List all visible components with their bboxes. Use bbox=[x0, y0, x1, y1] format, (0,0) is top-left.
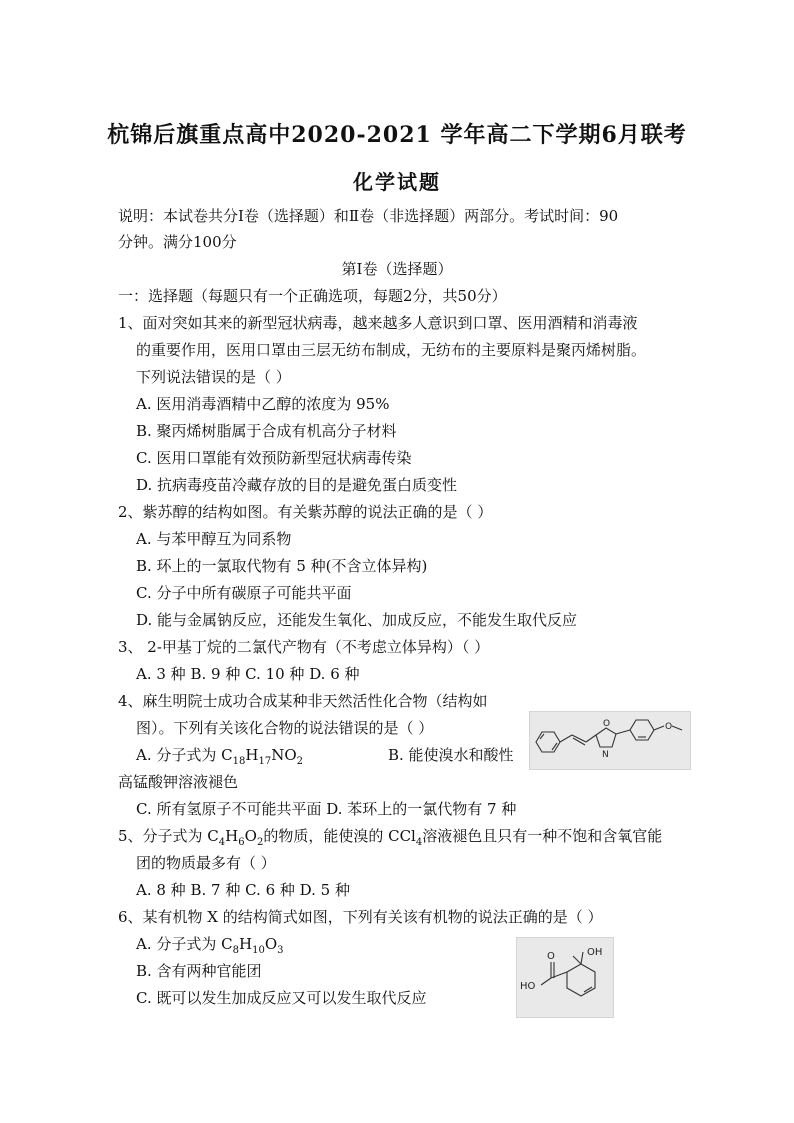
q4-option-b-line-1: B. 能使溴水和酸性 bbox=[388, 746, 514, 764]
left-benzene-ring bbox=[536, 732, 560, 752]
section-heading: 一：选择题（每题只有一个正确选项，每题2分，共50分） bbox=[118, 287, 507, 305]
q1-option-a: A. 医用消毒酒精中乙醇的浓度为 95% bbox=[136, 395, 390, 413]
acid-ho-label: HO bbox=[520, 981, 536, 992]
atom-o-ring-label: O bbox=[603, 719, 611, 729]
q2-option-d: D. 能与金属钠反应，还能发生氧化、加成反应，不能发生取代反应 bbox=[136, 611, 578, 629]
q6-stem: 6、某有机物 X 的结构简式如图，下列有关该有机物的说法正确的是（ ） bbox=[118, 908, 603, 926]
q2-stem: 2、紫苏醇的结构如图。有关紫苏醇的说法正确的是（ ） bbox=[118, 503, 493, 521]
q5-options: A. 8 种 B. 7 种 C. 6 种 D. 5 种 bbox=[136, 881, 350, 899]
q6-option-c: C. 既可以发生加成反应又可以发生取代反应 bbox=[136, 989, 427, 1007]
carbonyl-o-label: O bbox=[547, 951, 555, 962]
q6-option-b: B. 含有两种官能团 bbox=[136, 962, 262, 980]
atom-o-methoxy-label: O bbox=[665, 722, 673, 732]
q5-stem-line-2: 团的物质最多有（ ） bbox=[136, 854, 276, 872]
q4-stem-line-1: 4、麻生明院士成功合成某种非天然活性化合物（结构如 bbox=[118, 692, 488, 710]
q6-structure-figure bbox=[516, 937, 614, 1018]
q1-stem-line-2: 的重要作用，医用口罩由三层无纺布制成，无纺布的主要原料是聚丙烯树脂。 bbox=[136, 341, 647, 359]
oxazoline-ring bbox=[596, 728, 616, 747]
q4-structure-figure bbox=[529, 711, 691, 770]
q4-stem-line-2: 图）。下列有关该化合物的说法错误的是（ ） bbox=[136, 719, 434, 737]
q1-option-d: D. 抗病毒疫苗冷藏存放的目的是避免蛋白质变性 bbox=[136, 476, 458, 494]
q2-option-a: A. 与苯甲醇互为同系物 bbox=[136, 530, 292, 548]
q3-stem: 3、 2-甲基丁烷的二氯代产物有（不考虑立体异构）（ ） bbox=[118, 638, 490, 656]
q4-options-c-d: C. 所有氢原子不可能共平面 D. 苯环上的一氯代物有 7 种 bbox=[136, 800, 517, 818]
cyclohexene-ring bbox=[567, 964, 595, 996]
section-title: 第Ⅰ卷（选择题） bbox=[341, 260, 453, 278]
q3-options: A. 3 种 B. 9 种 C. 10 种 D. 6 种 bbox=[136, 665, 360, 683]
q1-stem-line-3: 下列说法错误的是（ ） bbox=[136, 368, 291, 386]
q5-stem-line-1: 5、分子式为 $C_4H_6O_2$的物质，能使溴的 CCl$_4$溶液褪色且只有一种不饱和含氧官能 bbox=[118, 827, 663, 848]
hydroxyl-label: OH bbox=[587, 947, 603, 958]
oxazoline-structure-svg bbox=[530, 712, 690, 769]
exam-title: 杭锦后旗重点高中2020-2021 学年高二下学期6月联考 bbox=[107, 122, 687, 148]
q4-option-a: A. 分子式为 $C_{18}H_{17}NO_2$ bbox=[136, 746, 303, 767]
cyclohexene-acid-structure-svg bbox=[517, 938, 613, 1017]
q4-option-b-line-2: 高锰酸钾溶液褪色 bbox=[118, 773, 239, 791]
exam-subtitle: 化学试题 bbox=[353, 170, 441, 194]
instructions-line-1: 说明：本试卷共分Ⅰ卷（选择题）和Ⅱ卷（非选择题）两部分。考试时间：90 bbox=[118, 207, 619, 225]
q2-option-c: C. 分子中所有碳原子可能共平面 bbox=[136, 584, 352, 602]
q1-option-b: B. 聚丙烯树脂属于合成有机高分子材料 bbox=[136, 422, 397, 440]
q1-stem-line-1: 1、面对突如其来的新型冠状病毒，越来越多人意识到口罩、医用酒精和消毒液 bbox=[118, 314, 638, 332]
instructions-line-2: 分钟。满分100分 bbox=[118, 233, 237, 251]
atom-n-label: N bbox=[602, 750, 609, 760]
q2-option-b: B. 环上的一氯取代物有 5 种(不含立体异构) bbox=[136, 557, 428, 575]
q1-option-c: C. 医用口罩能有效预防新型冠状病毒传染 bbox=[136, 449, 412, 467]
q6-option-a: A. 分子式为 $C_8H_{10}O_3$ bbox=[136, 935, 284, 956]
